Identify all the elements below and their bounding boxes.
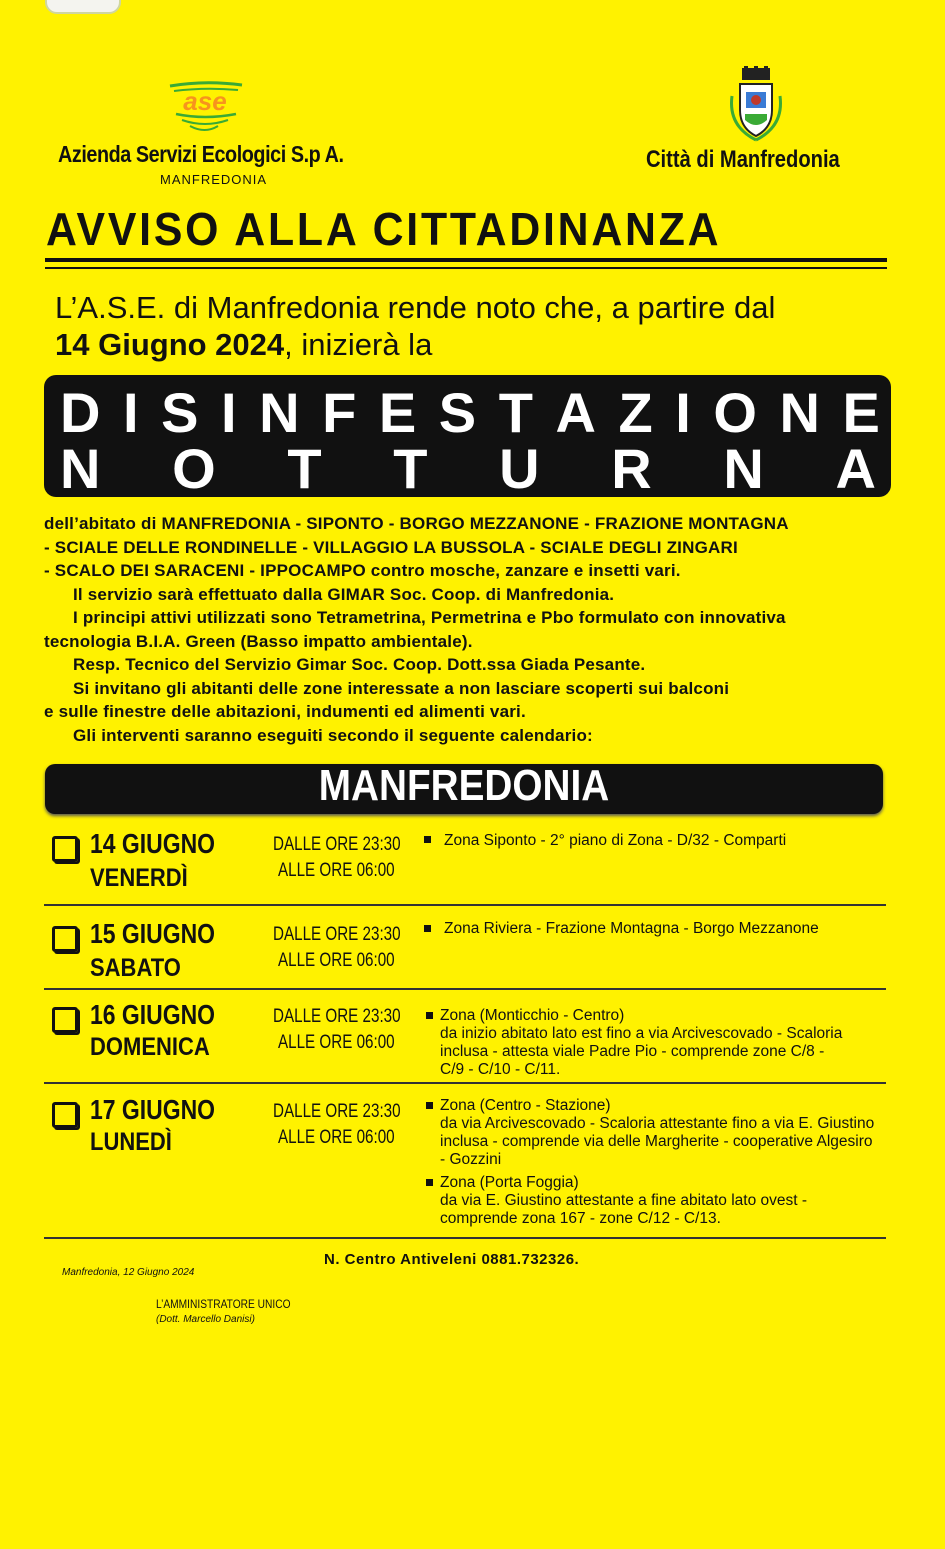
title-underline-thin [45, 267, 887, 269]
banner-letter: N [779, 381, 820, 444]
intro-line-1: L’A.S.E. di Manfredonia rende noto che, a partire dal [55, 290, 776, 325]
bullet-icon [426, 1102, 433, 1109]
notice-body [44, 512, 892, 747]
bullet-icon [424, 925, 431, 932]
banner-letter: I [123, 381, 139, 444]
banner-letter: F [322, 381, 357, 444]
admin-title: L’AMMINISTRATORE UNICO [156, 1297, 291, 1311]
schedule-from: DALLE ORE 23:30 [273, 1101, 401, 1122]
schedule-from: DALLE ORE 23:30 [273, 924, 401, 945]
zone-line: inclusa - attesta viale Padre Pio - comprende zone C/8 - [440, 1043, 825, 1060]
banner-letter: N [60, 437, 101, 500]
start-date: 14 Giugno 2024 [55, 327, 285, 362]
row-separator [44, 988, 886, 990]
banner-letter: E [378, 381, 417, 444]
zone-line: Zona (Monticchio - Centro) [440, 1007, 625, 1024]
row-separator [44, 1237, 886, 1239]
zone-line: da via E. Giustino attestante a fine abitato lato ovest - [440, 1192, 808, 1209]
intro-line-2-rest: , inizierà la [284, 327, 433, 362]
schedule-from: DALLE ORE 23:30 [273, 834, 401, 855]
intro-line-2 [55, 327, 432, 363]
zone-line: comprende zona 167 - zone C/12 - C/13. [440, 1210, 721, 1227]
ase-logo [160, 78, 250, 138]
zone-line: da inizio abitato lato est fino a via Arcivescovado - Scaloria [440, 1025, 843, 1042]
zone-line: Zona (Centro - Stazione) [440, 1097, 611, 1114]
poison-center-number: N. Centro Antiveleni 0881.732326. [324, 1251, 580, 1268]
banner-letter: A [835, 437, 876, 500]
banner-letter: I [675, 381, 691, 444]
schedule-from: DALLE ORE 23:30 [273, 1006, 401, 1027]
banner-letter: D [60, 381, 101, 444]
body-line: Resp. Tecnico del Servizio Gimar Soc. Coop. Dott.ssa Giada Pesante. [73, 655, 646, 674]
banner-letter: S [438, 381, 477, 444]
banner-letter: T [393, 437, 428, 500]
schedule-to: ALLE ORE 06:00 [278, 950, 395, 971]
zone-line: Zona Riviera - Frazione Montagna - Borgo Mezzanone [444, 920, 819, 937]
banner-letter: A [555, 381, 596, 444]
signature-place-date: Manfredonia, 12 Giugno 2024 [62, 1267, 195, 1278]
banner-letter: I [221, 381, 237, 444]
section-title: MANFREDONIA [318, 761, 610, 810]
bullet-icon [426, 1012, 433, 1019]
body-line: dell’abitato di MANFREDONIA - SIPONTO - BORGO MEZZANONE - FRAZIONE MONTAGNA [44, 514, 789, 533]
schedule-date: 16 GIUGNO [90, 999, 216, 1030]
schedule-day: LUNEDÌ [90, 1128, 172, 1156]
schedule-date: 15 GIUGNO [90, 918, 216, 949]
zone-line: da via Arcivescovado - Scaloria attestante fino a via E. Giustino [440, 1115, 875, 1132]
ase-company-name: Azienda Servizi Ecologici S.p A. [58, 141, 344, 167]
bullet-icon [424, 836, 431, 843]
zone-line: C/9 - C/10 - C/11. [440, 1061, 561, 1078]
banner-letter: S [161, 381, 199, 444]
city-name: Città di Manfredonia [646, 146, 840, 173]
ase-company-city: MANFREDONIA [160, 172, 268, 187]
body-line: I principi attivi utilizzati sono Tetrametrina, Permetrina e Pbo formulato con innovativa [73, 608, 786, 627]
svg-text:ase: ase [183, 86, 227, 116]
banner-letter: O [713, 381, 757, 444]
schedule-to: ALLE ORE 06:00 [278, 1127, 395, 1148]
schedule-to: ALLE ORE 06:00 [278, 860, 395, 881]
schedule-day: DOMENICA [90, 1033, 210, 1061]
schedule-date: 17 GIUGNO [90, 1094, 216, 1125]
checkbox-icon [52, 1007, 78, 1033]
schedule-date: 14 GIUGNO [90, 828, 216, 859]
banner-letter: T [287, 437, 322, 500]
banner-letter: N [723, 437, 764, 500]
body-line: Il servizio sarà effettuato dalla GIMAR Soc. Coop. di Manfredonia. [73, 584, 615, 604]
body-line: - SCALO DEI SARACENI - IPPOCAMPO contro mosche, zanzare e insetti vari. [44, 561, 681, 580]
zone-line: Zona Siponto - 2° piano di Zona - D/32 - Comparti [444, 832, 787, 849]
banner-letter: N [259, 381, 300, 444]
zone-line: Zona (Porta Foggia) [440, 1174, 579, 1191]
city-crest-icon [728, 66, 784, 144]
schedule-day: VENERDÌ [90, 864, 188, 892]
banner-letter: Z [618, 381, 653, 444]
schedule-to: ALLE ORE 06:00 [278, 1032, 395, 1053]
zone-line: - Gozzini [440, 1151, 502, 1168]
body-line: e sulle finestre delle abitazioni, indumenti ed alimenti vari. [44, 702, 526, 721]
schedule-day: SABATO [90, 954, 181, 982]
admin-name: (Dott. Marcello Danisi) [156, 1314, 255, 1325]
top-partial-logo [45, 0, 121, 14]
body-line: Gli interventi saranno eseguiti secondo il seguente calendario: [73, 725, 593, 745]
checkbox-icon [52, 926, 78, 952]
title-underline [45, 258, 887, 262]
body-line: tecnologia B.I.A. Green (Basso impatto ambientale). [44, 631, 473, 651]
notice-title: AVVISO ALLA CITTADINANZA [46, 203, 722, 255]
banner-letter: E [842, 381, 880, 444]
bullet-icon [426, 1179, 433, 1186]
row-separator [44, 904, 886, 906]
checkbox-icon [52, 836, 78, 862]
banner-letter: O [172, 437, 216, 500]
banner-letter: R [611, 437, 652, 500]
banner-letter: T [498, 381, 533, 444]
checkbox-icon [52, 1102, 78, 1128]
body-line: Si invitano gli abitanti delle zone interessate a non lasciare scoperti sui balconi [73, 678, 730, 698]
zone-line: inclusa - comprende via delle Margherite - cooperative Algesiro [440, 1133, 873, 1150]
banner-line-2 [60, 436, 876, 501]
row-separator [44, 1082, 886, 1084]
banner-letter: U [499, 437, 540, 500]
body-line: - SCIALE DELLE RONDINELLE - VILLAGGIO LA BUSSOLA - SCIALE DEGLI ZINGARI [44, 537, 738, 557]
